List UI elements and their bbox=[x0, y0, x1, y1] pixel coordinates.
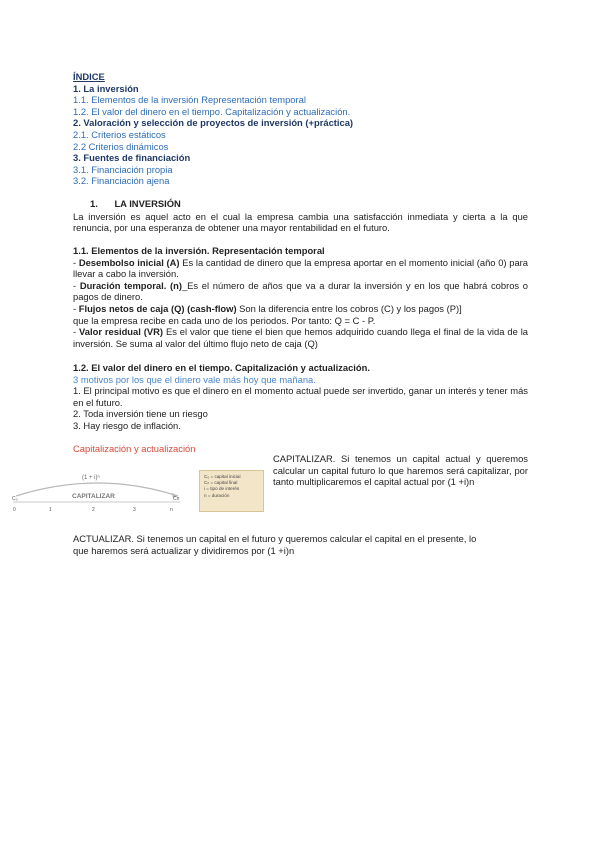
flujos-continuation: que la empresa recibe en cada uno de los periodos. Por tanto: Q = C - P. bbox=[73, 314, 376, 326]
section-valor-dinero bbox=[73, 362, 528, 432]
desc-valor-residual: Es el valor que tiene el bien que hemos adquirido cuando llega el final de la vida de la inversión. Se suma al valor del último flujo neto de caja (Q) bbox=[73, 326, 528, 349]
index-item-3-2[interactable]: 3.2. Financiación ajena bbox=[73, 175, 170, 187]
cn-label: Cn bbox=[173, 496, 180, 502]
section-1-1-heading: 1.1. Elementos de la inversión. Representación temporal bbox=[73, 245, 325, 256]
section-1-intro: La inversión es aquel acto en el cual la empresa cambia una satisfacción inmediata y cierta a la que renuncia, por una esperanza de obtener una mayor rentabilidad en el futuro. bbox=[73, 210, 528, 234]
tick-0: 0 bbox=[13, 507, 16, 513]
term-desembolso: Desembolso inicial (A) bbox=[78, 256, 180, 268]
legend-n: n = duración bbox=[204, 492, 230, 498]
index-item-3[interactable]: 3. Fuentes de financiación bbox=[73, 152, 191, 164]
legend-c0: C₀ = capital inicial bbox=[204, 474, 241, 479]
reason-2: 2. Toda inversión tiene un riesgo bbox=[73, 408, 208, 420]
index-item-1[interactable]: 1. La inversión bbox=[73, 82, 139, 94]
term-flujos: Flujos netos de caja (Q) (cash-flow) bbox=[78, 302, 237, 314]
tick-2: 2 bbox=[92, 507, 95, 513]
index-item-1-2[interactable]: 1.2. El valor del dinero en el tiempo. Capitalización y actualización. bbox=[73, 105, 351, 117]
tick-3: 3 bbox=[133, 507, 136, 513]
tick-n: n bbox=[170, 507, 173, 513]
legend-cn: Cₙ = capital final bbox=[204, 480, 238, 486]
index-item-3-1[interactable]: 3.1. Financiación propia bbox=[73, 163, 173, 175]
section-1-heading bbox=[90, 198, 528, 210]
c0-label: C₀ bbox=[12, 496, 18, 502]
tick-1: 1 bbox=[49, 507, 52, 513]
section-1-number: 1. bbox=[90, 198, 98, 209]
element-valor-residual: - Valor residual (VR) Es el valor que tiene el bien que hemos adquirido cuando llega el final de la vida de la inversión. Se suma al valor del último flujo neto de caja (Q) bbox=[73, 326, 528, 349]
reason-3: 3. Hay riesgo de inflación. bbox=[73, 419, 181, 431]
term-duracion: Duración temporal. (n) bbox=[79, 279, 182, 291]
capitalizacion-title: Capitalización y actualización bbox=[73, 443, 196, 454]
actualizar-paragraph: ACTUALIZAR. Si tenemos un capital en el futuro y queremos calcular el capital en el presente, lo que haremos será actualizar y dividiremos por (1 +i)n bbox=[73, 533, 477, 556]
index-title: ÍNDICE bbox=[73, 71, 105, 82]
index-item-2-2[interactable]: 2.2 Criterios dinámicos bbox=[73, 140, 169, 152]
section-1-2-subtitle: 3 motivos por los que el dinero vale más hoy que mañana. bbox=[73, 373, 316, 385]
legend-i: i = tipo de interés bbox=[204, 486, 240, 492]
capitalizar-label: CAPITALIZAR bbox=[72, 493, 115, 500]
section-la-inversion bbox=[73, 198, 528, 234]
reason-1: 1. El principal motivo es que el dinero en el momento actual puede ser invertido, ganar un interés y tener más en el futuro. bbox=[73, 385, 528, 408]
term-valor-residual: Valor residual (VR) bbox=[79, 326, 164, 338]
desc-duracion: _Es el número de años que va a durar la inversión y en los que habrá cobros o pagos de dinero. bbox=[73, 279, 528, 303]
table-of-contents bbox=[73, 71, 528, 187]
section-1-title: LA INVERSIÓN bbox=[114, 198, 181, 209]
capitalizar-diagram bbox=[8, 465, 198, 515]
index-item-1-1[interactable]: 1.1. Elementos de la inversión Representación temporal bbox=[73, 94, 306, 106]
capitalizar-paragraph: CAPITALIZAR. Si tenemos un capital actual y queremos calcular un capital futuro lo que haremos será capitalizar, por tanto multiplicaremos el capital actual por (1 +i)n bbox=[273, 453, 528, 488]
section-1-2-heading: 1.2. El valor del dinero en el tiempo. Capitalización y actualización. bbox=[73, 362, 370, 373]
element-desembolso: - Desembolso inicial (A) Es la cantidad de dinero que la empresa aportar en el momento inicial (año 0) para llevar a cabo la inversión. bbox=[73, 256, 529, 280]
element-duracion: - Duración temporal. (n)_Es el número de años que va a durar la inversión y en los que habrá cobros o pagos de dinero. bbox=[73, 279, 528, 303]
section-elementos bbox=[73, 245, 528, 349]
desc-flujos: Son la diferencia entre los cobros (C) y los pagos (P)] bbox=[236, 302, 462, 314]
formula-label: (1 + i)ⁿ bbox=[82, 475, 100, 481]
index-item-2[interactable]: 2. Valoración y selección de proyectos de inversión (+práctica) bbox=[73, 117, 354, 129]
element-flujos: - Flujos netos de caja (Q) (cash-flow) Son la diferencia entre los cobros (C) y los pagos (P)] bbox=[73, 302, 462, 314]
variables-legend bbox=[199, 470, 264, 512]
index-item-2-1[interactable]: 2.1. Criterios estáticos bbox=[73, 128, 166, 140]
desc-desembolso: Es la cantidad de dinero que la empresa aportar en el momento inicial (año 0) para llevar a cabo la inversión. bbox=[73, 256, 529, 280]
